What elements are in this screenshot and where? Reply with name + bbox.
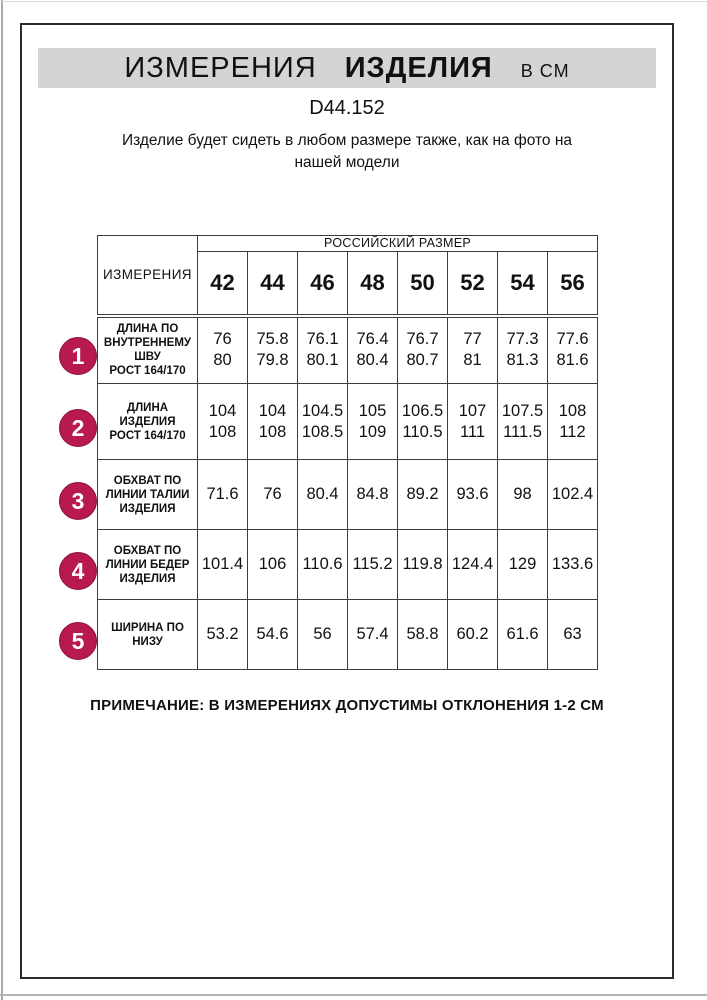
page-edge-left [1, 0, 3, 1000]
size-header-cell-54: 54 [498, 252, 548, 316]
page-edge-bottom [0, 994, 707, 996]
value-cell: 107.5 111.5 [498, 384, 548, 460]
article-code: D44.152 [309, 97, 385, 119]
value-cell: 89.2 [398, 460, 448, 530]
value-cell: 110.6 [298, 530, 348, 600]
value-cell: 124.4 [448, 530, 498, 600]
value-cell: 107 111 [448, 384, 498, 460]
size-group-header-row [98, 236, 598, 252]
value-cell: 108 112 [548, 384, 598, 460]
value-cell: 115.2 [348, 530, 398, 600]
value-cell: 104 108 [198, 384, 248, 460]
table-row-bottom-width [98, 600, 598, 670]
value-cell: 119.8 [398, 530, 448, 600]
value-cell: 77.3 81.3 [498, 316, 548, 384]
row-label-cell: ШИРИНА ПО НИЗУ [98, 600, 198, 670]
table-row-garment-length [98, 384, 598, 460]
title-bar [38, 48, 656, 88]
measurements-header-cell: ИЗМЕРЕНИЯ [98, 236, 198, 316]
tolerance-note: ПРИМЕЧАНИЕ: В ИЗМЕРЕНИЯХ ДОПУСТИМЫ ОТКЛОНЕНИЯ 1-2 СМ [90, 697, 604, 714]
table-row-hip-girth [98, 530, 598, 600]
page-frame [20, 23, 674, 979]
row-number-badge-5: 5 [59, 622, 97, 660]
value-cell: 84.8 [348, 460, 398, 530]
row-label-cell: ДЛИНА ПО ВНУТРЕННЕМУ ШВУ РОСТ 164/170 [98, 316, 198, 384]
size-header-cell-46: 46 [298, 252, 348, 316]
value-cell: 76.7 80.7 [398, 316, 448, 384]
value-cell: 102.4 [548, 460, 598, 530]
size-table-zone [71, 235, 597, 670]
value-cell: 76 80 [198, 316, 248, 384]
size-header-cell-42: 42 [198, 252, 248, 316]
value-cell: 129 [498, 530, 548, 600]
title-product: ИЗДЕЛИЯ [344, 52, 493, 84]
row-number-badge-2: 2 [59, 409, 97, 447]
value-cell: 53.2 [198, 600, 248, 670]
value-cell: 71.6 [198, 460, 248, 530]
row-label-cell: ОБХВАТ ПО ЛИНИИ БЕДЕР ИЗДЕЛИЯ [98, 530, 198, 600]
row-number-badge-4: 4 [59, 552, 97, 590]
value-cell: 106.5 110.5 [398, 384, 448, 460]
value-cell: 106 [248, 530, 298, 600]
value-cell: 57.4 [348, 600, 398, 670]
table-row-inseam-length [98, 316, 598, 384]
value-cell: 61.6 [498, 600, 548, 670]
title-measurements: ИЗМЕРЕНИЯ [124, 52, 317, 84]
value-cell: 60.2 [448, 600, 498, 670]
row-label-cell: ОБХВАТ ПО ЛИНИИ ТАЛИИ ИЗДЕЛИЯ [98, 460, 198, 530]
value-cell: 98 [498, 460, 548, 530]
value-cell: 54.6 [248, 600, 298, 670]
value-cell: 58.8 [398, 600, 448, 670]
value-cell: 56 [298, 600, 348, 670]
size-header-cell-44: 44 [248, 252, 298, 316]
value-cell: 80.4 [298, 460, 348, 530]
value-cell: 76.1 80.1 [298, 316, 348, 384]
value-cell: 76.4 80.4 [348, 316, 398, 384]
row-label-cell: ДЛИНА ИЗДЕЛИЯ РОСТ 164/170 [98, 384, 198, 460]
value-cell: 101.4 [198, 530, 248, 600]
russian-size-header-cell: РОССИЙСКИЙ РАЗМЕР [198, 236, 598, 252]
row-number-badge-1: 1 [59, 337, 97, 375]
value-cell: 77 81 [448, 316, 498, 384]
size-header-cell-48: 48 [348, 252, 398, 316]
title-unit: В СМ [520, 61, 570, 81]
value-cell: 77.6 81.6 [548, 316, 598, 384]
row-number-badge-3: 3 [59, 482, 97, 520]
value-cell: 105 109 [348, 384, 398, 460]
page-edge-top [0, 1, 707, 2]
value-cell: 104 108 [248, 384, 298, 460]
size-header-cell-50: 50 [398, 252, 448, 316]
value-cell: 63 [548, 600, 598, 670]
value-cell: 76 [248, 460, 298, 530]
value-cell: 104.5 108.5 [298, 384, 348, 460]
value-cell: 75.8 79.8 [248, 316, 298, 384]
value-cell: 93.6 [448, 460, 498, 530]
size-table [97, 235, 598, 670]
size-header-cell-56: 56 [548, 252, 598, 316]
table-row-waist-girth [98, 460, 598, 530]
subtitle: Изделие будет сидеть в любом размере также, как на фото на нашей модели [121, 132, 573, 171]
size-header-cell-52: 52 [448, 252, 498, 316]
value-cell: 133.6 [548, 530, 598, 600]
